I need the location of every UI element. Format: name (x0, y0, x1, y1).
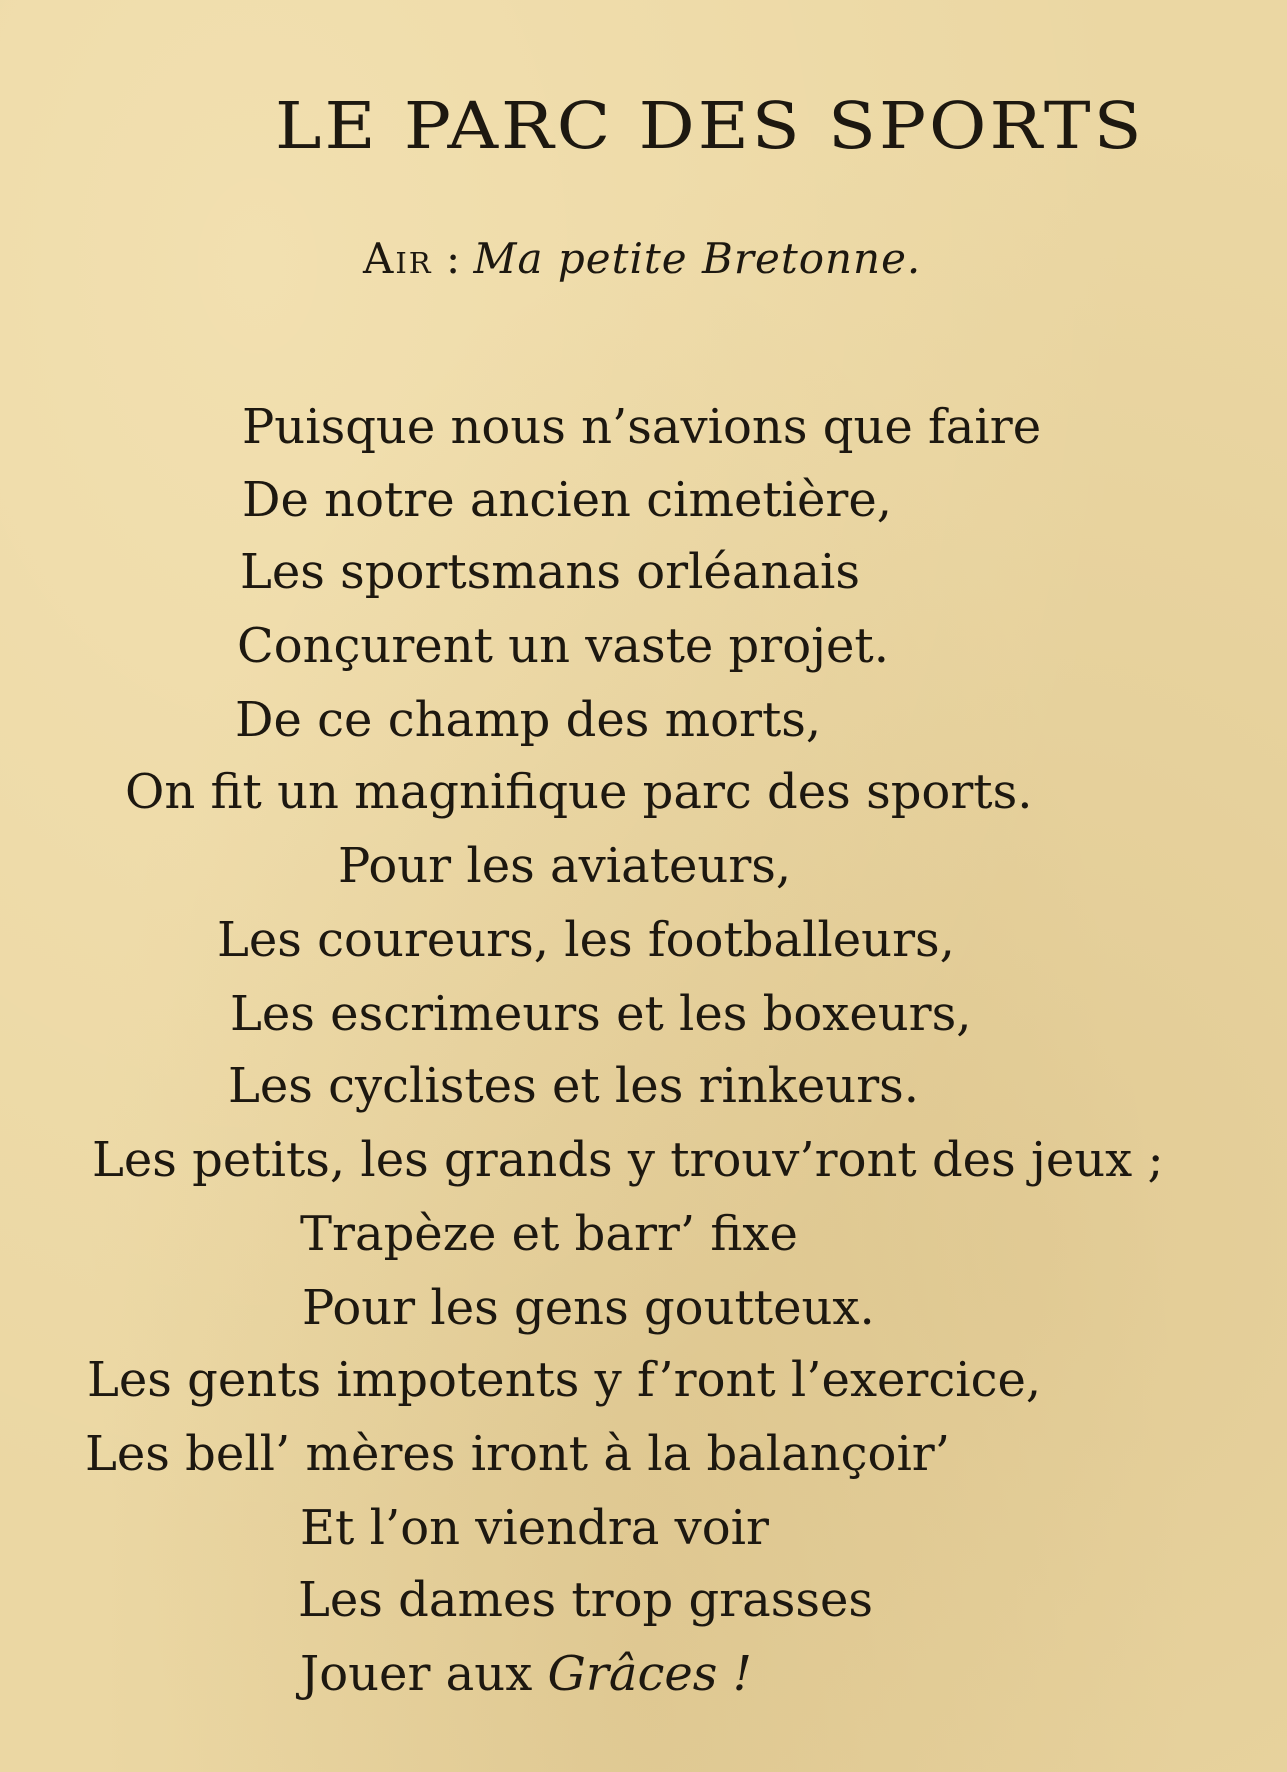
verse-line: Et l’on viendra voir (300, 1500, 769, 1556)
final-verse-line (300, 1646, 752, 1702)
air-separator: : (432, 234, 474, 283)
verse-line: Pour les gens goutteux. (302, 1280, 875, 1336)
verse-line: Pour les aviateurs, (338, 838, 792, 894)
final-line-prefix: Jouer aux (300, 1646, 548, 1702)
verse-line: Les bell’ mères iront à la balançoir’ (85, 1426, 951, 1482)
verse-line: De notre ancien cimetière, (242, 472, 893, 528)
verse-line: De ce champ des morts, (235, 692, 822, 748)
tune-name: Ma petite Bretonne. (473, 234, 922, 283)
verse-line: Trapèze et barr’ fixe (300, 1206, 798, 1262)
verse-line: Les petits, les grands y trouv’ront des jeux ; (92, 1132, 1164, 1188)
verse-line: Puisque nous n’savions que faire (242, 399, 1042, 455)
verse-line: Les gents impotents y f’ront l’exercice, (87, 1352, 1042, 1408)
verse-line: Les dames trop grasses (298, 1572, 874, 1628)
tune-indication (363, 234, 921, 283)
verse-line: On fit un magnifique parc des sports. (125, 764, 1033, 820)
final-line-emphasis: Grâces ! (547, 1646, 752, 1702)
verse-line: Les cyclistes et les rinkeurs. (228, 1058, 920, 1114)
verse-line: Les sportsmans orléanais (240, 544, 860, 600)
song-title: LE PARC DES SPORTS (275, 88, 1145, 164)
verse-line: Les coureurs, les footballeurs, (217, 912, 955, 968)
verse-line: Conçurent un vaste projet. (237, 618, 889, 674)
air-label: Air (363, 234, 433, 283)
verse-line: Les escrimeurs et les boxeurs, (230, 986, 972, 1042)
